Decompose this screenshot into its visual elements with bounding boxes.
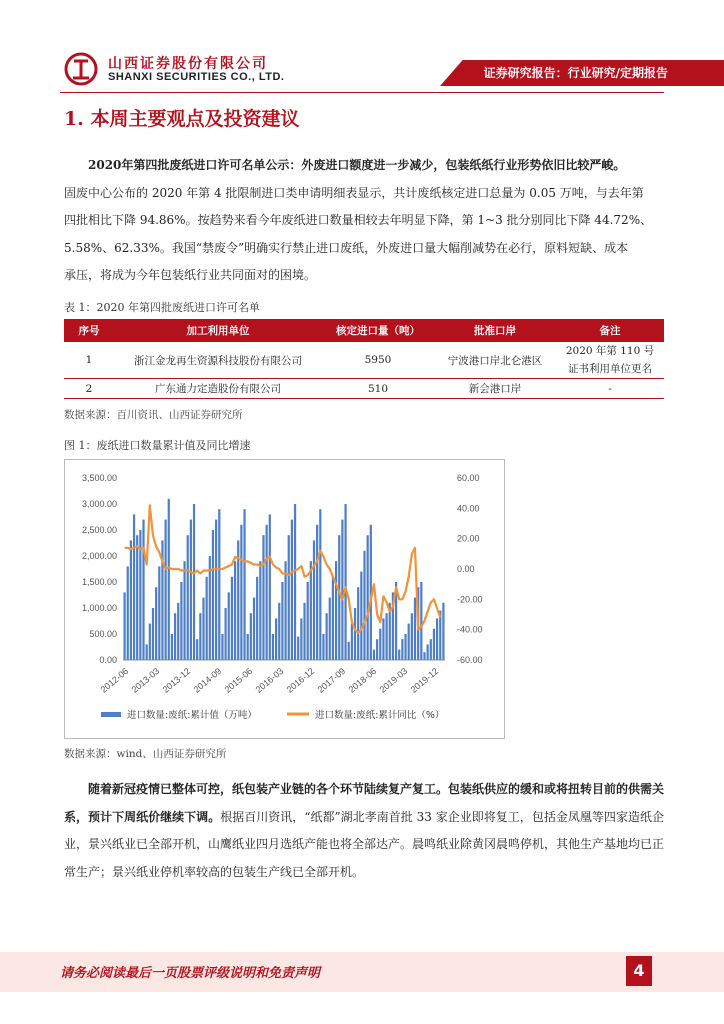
bar: [307, 582, 309, 660]
table-cell: 5950: [322, 342, 434, 379]
company-logo: [64, 50, 324, 90]
bar: [284, 561, 286, 660]
company-name-cn: 山西证券股份有限公司: [108, 56, 268, 72]
bar: [275, 618, 277, 660]
bar: [231, 577, 233, 660]
x-axis-tick: 2013-12: [160, 665, 193, 695]
bar: [206, 577, 208, 660]
bar: [291, 520, 293, 660]
company-logo-icon: [64, 52, 98, 86]
legend-label: 进口数量:废纸:累计同比（%）: [315, 710, 445, 721]
table-cell: 510: [322, 379, 434, 399]
table-header-cell: 备注: [556, 319, 664, 342]
bar: [442, 603, 444, 660]
bar: [420, 582, 422, 660]
bar: [363, 551, 365, 660]
table-header-cell: 序号: [64, 319, 114, 342]
bar: [272, 634, 274, 660]
table-cell: 1: [64, 342, 114, 379]
bar: [253, 598, 255, 660]
bar: [329, 598, 331, 660]
report-type: 证券研究报告：行业研究/定期报告: [483, 66, 668, 80]
bar: [155, 587, 157, 660]
bar: [411, 613, 413, 660]
import-license-table: [64, 319, 664, 399]
table-row: [64, 342, 664, 379]
bar: [398, 650, 400, 660]
bar: [133, 514, 135, 660]
bar: [300, 618, 302, 660]
bar: [221, 634, 223, 660]
x-axis-tick: 2016-12: [284, 665, 317, 695]
bar: [316, 525, 318, 660]
bar: [266, 525, 268, 660]
bar: [228, 592, 230, 660]
left-axis-tick: 3,500.00: [81, 473, 117, 483]
bar: [294, 504, 296, 660]
bar: [382, 618, 384, 660]
bar: [234, 561, 236, 660]
paragraph-1-line: 四批相比下降 94.86%。按趋势来看今年废纸进口数量相较去年明显下降，第 1~3 批分别同比下降 44.72%、: [64, 213, 653, 227]
bar: [414, 598, 416, 660]
x-axis-tick: 2018-06: [346, 665, 379, 695]
bar: [215, 520, 217, 660]
left-axis-tick: 2,500.00: [81, 525, 117, 535]
bar: [427, 644, 429, 660]
table-cell: -: [556, 379, 664, 399]
left-axis-tick: 1,000.00: [81, 603, 117, 613]
paragraph-2-body: 根据百川资讯，“纸都”湖北孝南首批 33 家企业即将复工，包括金凤凰等四家造纸企业，景兴纸业已全部开机，山鹰纸业四月选纸产能也将全部达产。晨鸣纸业除黄冈晨鸣停机，其他生产基地均已正常生产；景兴纸业停机率较高的包装生产线已全部开机。: [64, 809, 665, 879]
table-header-cell: 批准口岸: [434, 319, 556, 342]
bar: [199, 613, 201, 660]
paragraph-1-line: 5.58%、62.33%。我国“禁废令”明确实行禁止进口废纸，外废进口量大幅削减势在必行，原料短缺、成本: [64, 240, 629, 255]
table-header-cell: 核定进口量（吨）: [322, 319, 434, 342]
bar: [127, 566, 129, 660]
bar: [168, 499, 170, 660]
bar: [177, 603, 179, 660]
bar: [338, 535, 340, 660]
bar: [158, 566, 160, 660]
bar: [401, 639, 403, 660]
header-divider: [60, 92, 664, 93]
bar: [297, 637, 299, 660]
right-axis-tick: 0.00: [457, 564, 475, 574]
bar: [247, 634, 249, 660]
bar: [212, 530, 214, 660]
legend-label: 进口数量:废纸:累计值（万吨）: [127, 710, 257, 721]
bar: [193, 504, 195, 660]
bar: [303, 603, 305, 660]
x-axis-tick: 2014-09: [191, 665, 224, 695]
bar: [259, 561, 261, 660]
paragraph-1: [64, 152, 664, 290]
bar: [354, 608, 356, 660]
bar: [376, 639, 378, 660]
bar: [319, 509, 321, 660]
section-title: 1. 本周主要观点及投资建议: [64, 108, 300, 130]
disclaimer-link[interactable]: 请务必阅读最后一页股票评级说明和免责声明: [60, 966, 321, 981]
bar: [344, 504, 346, 660]
bar: [439, 611, 441, 660]
table-cell: 新会港口岸: [434, 379, 556, 399]
bar: [367, 535, 369, 660]
bar: [288, 535, 290, 660]
bar: [379, 629, 381, 660]
bar: [430, 639, 432, 660]
paragraph-1-line: 固废中心公布的 2020 年第 4 批限制进口类申请明细表显示，共计废纸核定进口总量为 0.05 万吨，与去年第: [64, 185, 644, 200]
bar: [278, 603, 280, 660]
bar: [326, 613, 328, 660]
bar: [183, 561, 185, 660]
bar: [152, 608, 154, 660]
paragraph-1-line: 承压，将成为今年包装纸行业共同面对的困境。: [64, 268, 317, 282]
bar: [281, 582, 283, 660]
bar: [256, 577, 258, 660]
right-axis-tick: -20.00: [457, 594, 483, 605]
bar: [250, 613, 252, 660]
bar: [240, 525, 242, 660]
bar: [130, 540, 132, 660]
bar: [322, 634, 324, 660]
company-name-en: SHANXI SECURITIES CO., LTD.: [108, 71, 285, 83]
right-axis-tick: 20.00: [457, 533, 480, 544]
figure-caption: 图 1：废纸进口数量累计值及同比增速: [64, 439, 251, 452]
bar: [146, 644, 148, 660]
right-axis-tick: 40.00: [457, 503, 480, 514]
table-source: 数据来源：百川资讯、山西证券研究所: [64, 409, 243, 421]
bar: [423, 652, 425, 660]
bar: [373, 650, 375, 660]
bar: [404, 634, 406, 660]
bar: [348, 642, 350, 660]
paragraph-2-lead: 随着新冠疫情已整体可控，纸包装产业链的各个环节陆续复产复工。包装纸供应的缓和或将扭转目前的供需关系，预计下周纸价继续下调。: [64, 782, 665, 824]
x-axis-tick: 2016-03: [253, 665, 286, 695]
bar: [433, 629, 435, 660]
bar: [313, 540, 315, 660]
table-header-cell: 加工利用单位: [114, 319, 322, 342]
bar: [165, 520, 167, 660]
bar: [408, 624, 410, 660]
bar: [332, 577, 334, 660]
table-cell: 2: [64, 379, 114, 399]
x-axis-tick: 2013-03: [129, 665, 162, 695]
bar: [310, 561, 312, 660]
bar: [149, 624, 151, 660]
bar: [224, 608, 226, 660]
x-axis-tick: 2015-06: [222, 665, 255, 695]
legend-bar-swatch: [101, 712, 121, 717]
table-header-row: [64, 319, 664, 342]
bar: [436, 618, 438, 660]
right-axis-tick: -60.00: [457, 655, 483, 665]
bar: [335, 561, 337, 660]
bar: [142, 520, 144, 660]
bar: [357, 587, 359, 660]
chart-frame: [64, 459, 505, 739]
table-cell: 宁波港口岸北仑港区: [434, 342, 556, 379]
table-cell: 广东通力定造股份有限公司: [114, 379, 322, 399]
page-number: 4: [626, 956, 652, 986]
bar: [243, 509, 245, 660]
table-cell: 2020 年第 110 号证书利用单位更名: [556, 342, 664, 379]
bar: [269, 514, 271, 660]
left-axis-tick: 3,000.00: [81, 499, 117, 509]
bar: [136, 535, 138, 660]
bar: [202, 598, 204, 660]
paragraph-2: [64, 776, 664, 886]
bar: [180, 582, 182, 660]
table-cell: 浙江金龙再生资源科技股份有限公司: [114, 342, 322, 379]
left-axis-tick: 2,000.00: [81, 551, 117, 561]
bar: [360, 572, 362, 660]
bar: [385, 613, 387, 660]
bar: [341, 520, 343, 660]
bar: [190, 520, 192, 660]
bar: [351, 624, 353, 660]
left-axis-tick: 500.00: [89, 629, 117, 639]
bar: [218, 509, 220, 660]
bar: [187, 535, 189, 660]
left-axis-tick: 1,500.00: [81, 577, 117, 587]
bar: [196, 639, 198, 660]
bar: [174, 613, 176, 660]
figure-source: 数据来源：wind、山西证券研究所: [64, 748, 227, 760]
paragraph-1-lead: 2020年第四批废纸进口许可名单公示：外废进口额度进一步减少，包装纸纸行业形势依旧比较严峻。: [88, 158, 626, 172]
x-axis-tick: 2017-09: [315, 665, 348, 695]
x-axis-tick: 2012-06: [98, 665, 131, 695]
right-axis-tick: 60.00: [457, 473, 480, 483]
table-row: [64, 379, 664, 399]
table-caption: 表 1：2020 年第四批废纸进口许可名单: [64, 301, 260, 314]
import-volume-chart: [65, 460, 504, 738]
bar: [171, 634, 173, 660]
x-axis-tick: 2019-03: [377, 665, 410, 695]
right-axis-tick: -40.00: [457, 624, 483, 635]
bar: [262, 535, 264, 660]
left-axis-tick: 0.00: [99, 655, 117, 665]
x-axis-tick: 2019-12: [408, 665, 441, 695]
bar: [123, 592, 125, 660]
